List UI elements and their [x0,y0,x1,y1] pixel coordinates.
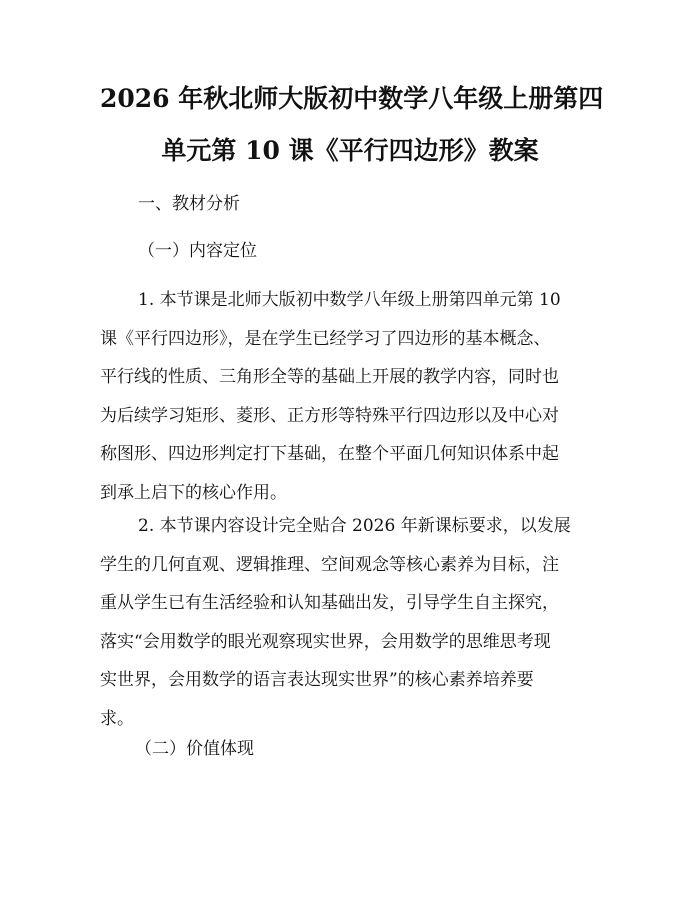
paragraph-line: 称图形、四边形判定打下基础，在整个平面几何知识体系中起 [100,444,559,464]
paragraph-content-positioning-1 [100,289,600,520]
paragraph-line: 2. 本节课内容设计完全贴合 2026 年新课标要求，以发展 [138,516,571,536]
paragraph-line: 求。 [100,708,134,729]
paragraph-content-positioning-2 [100,515,600,746]
paragraph-line: 1. 本节课是北师大版初中数学八年级上册第四单元第 10 [138,290,561,310]
subsection-heading-value-embodiment: （二）价值体现 [135,739,254,759]
paragraph-line: 实世界，会用数学的语言表达现实世界”的核心素养培养要 [100,670,534,690]
paragraph-line: 平行线的性质、三角形全等的基础上开展的教学内容，同时也 [100,367,559,387]
section-heading-textbook-analysis: 一、教材分析 [138,194,240,214]
document-title-line-2: 单元第 10 课《平行四边形》教案 [161,136,539,165]
paragraph-line: 为后续学习矩形、菱形、正方形等特殊平行四边形以及中心对 [100,405,559,426]
document-title-line-1: 2026 年秋北师大版初中数学八年级上册第四 [100,84,604,113]
paragraph-line: 落实“会用数学的眼光观察现实世界，会用数学的思维思考现 [100,631,551,652]
paragraph-line: 到承上启下的核心作用。 [100,482,287,503]
paragraph-line: 课《平行四边形》，是在学生已经学习了四边形的基本概念、 [100,328,551,349]
paragraph-line: 重从学生已有生活经验和认知基础出发，引导学生自主探究， [100,593,559,613]
paragraph-line: 学生的几何直观、逻辑推理、空间观念等核心素养为目标，注 [100,554,559,575]
subsection-heading-content-positioning: （一）内容定位 [138,241,257,261]
